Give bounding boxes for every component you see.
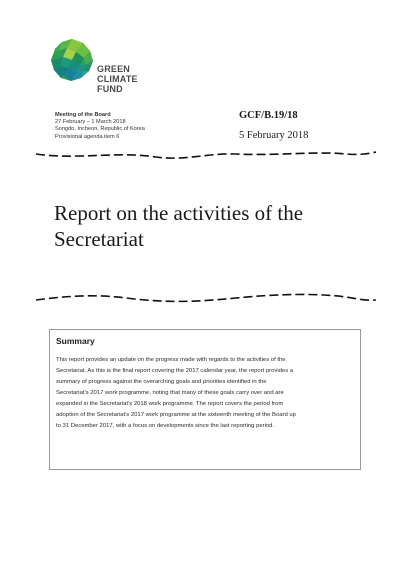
logo-line: CLIMATE — [97, 74, 138, 84]
summary-line: summary of progress against the overarching goals and priorities identified in the — [56, 379, 267, 385]
document-date: 5 February 2018 — [239, 130, 309, 141]
summary-heading: Summary — [56, 336, 95, 346]
summary-line: This report provides an update on the progress made with regards to the activities of the — [56, 357, 286, 363]
green-climate-fund-logo — [50, 38, 175, 100]
meeting-dates: 27 February – 1 March 2018 — [55, 119, 126, 126]
summary-line: expanded in the Secretariat’s 2018 work programme. The report covers the period from — [56, 401, 284, 407]
summary-box — [49, 329, 361, 470]
meeting-heading: Meeting of the Board — [55, 112, 111, 118]
document-reference: GCF/B.19/18 — [239, 110, 298, 121]
logo-wordmark — [97, 64, 138, 94]
meeting-info — [55, 112, 145, 141]
globe-logo-icon — [50, 38, 94, 82]
document-title — [54, 200, 384, 252]
agenda-item: Provisional agenda item 6 — [55, 133, 120, 140]
summary-line: adoption of the Secretariat’s 2017 work programme at the sixteenth meeting of the Board up — [56, 412, 296, 418]
summary-line: Secretariat’s 2017 work programme, noting that many of these goals carry over and are — [56, 390, 284, 396]
logo-line: GREEN — [97, 64, 131, 74]
summary-line: Secretariat. As this is the final report covering the 2017 calendar year, the report provides a — [56, 368, 294, 374]
summary-text — [56, 355, 356, 432]
logo-line: FUND — [97, 84, 123, 94]
top-divider-wave — [36, 148, 376, 162]
title-line: Report on the activities of the — [54, 201, 304, 225]
bottom-divider-wave — [36, 290, 376, 306]
summary-line: to 31 December 2017, with a focus on developments since the last reporting period. — [56, 423, 275, 429]
meeting-location: Songdo, Incheon, Republic of Korea — [55, 126, 145, 133]
title-line: Secretariat — [54, 227, 144, 251]
